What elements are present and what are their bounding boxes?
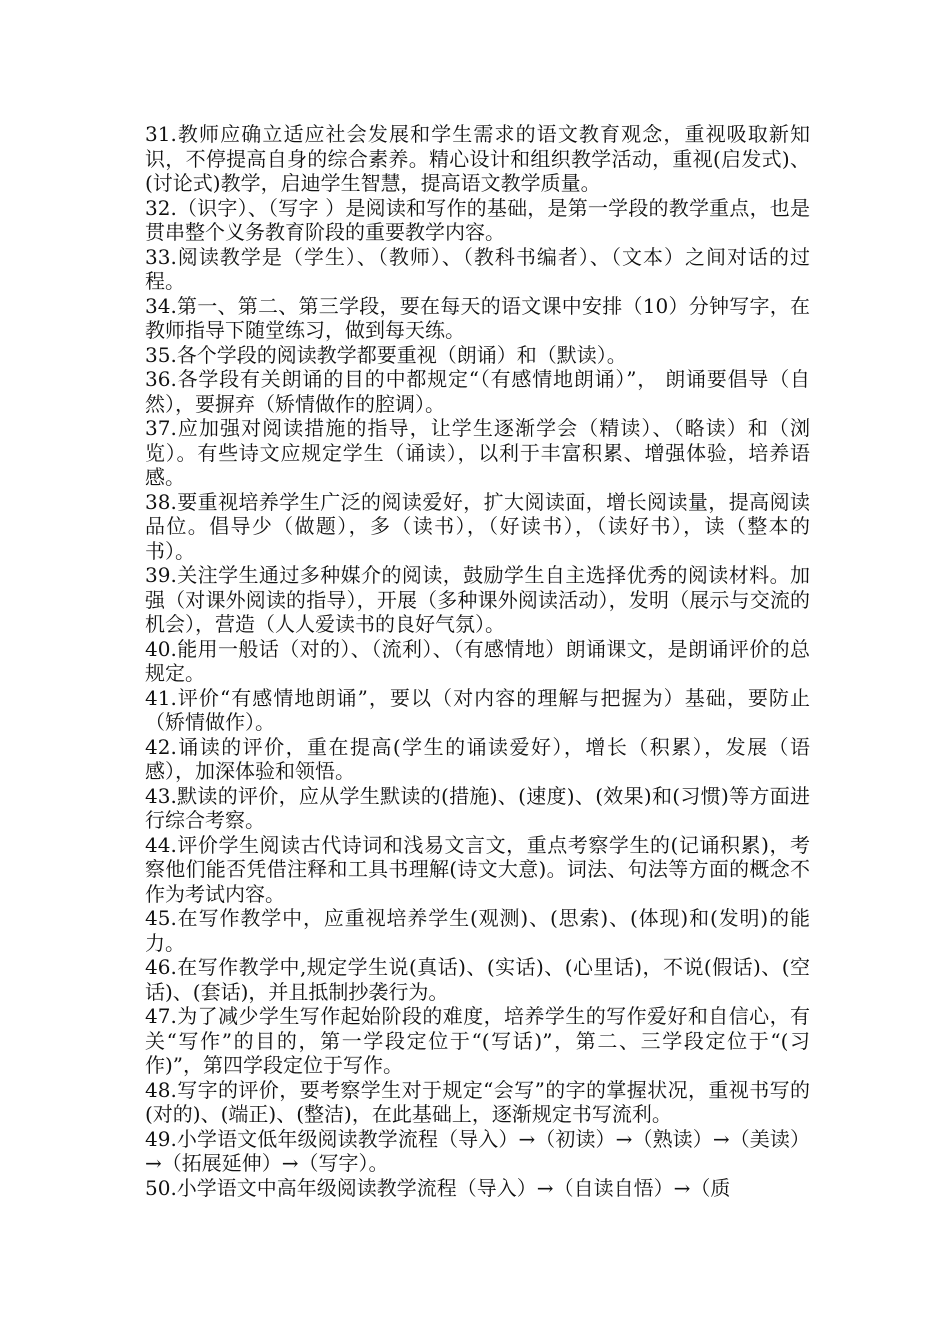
item-41: 41.评价“有感情地朗诵”，要以（对内容的理解与把握为）基础，要防止（矫情做作）。 [145,685,810,734]
item-31: 31.教师应确立适应社会发展和学生需求的语文教育观念，重视吸取新知识，不停提高自身的综合素养。精心设计和组织教学活动，重视(启发式)、(讨论式)教学，启迪学生智慧，提高语文教学质量。 [145,122,810,195]
item-43: 43.默读的评价，应从学生默读的(措施)、(速度)、(效果)和(习惯)等方面进行综合考察。 [145,783,810,832]
item-35: 35.各个学段的阅读教学都要重视（朗诵）和（默读）。 [145,342,627,367]
item-42: 42.诵读的评价，重在提高(学生的诵读爱好），增长（积累），发展（语感），加深体验和领悟。 [145,734,810,783]
item-46: 46.在写作教学中,规定学生说(真话)、(实话)、(心里话)，不说(假话)、(空话)、(套话)，并且抵制抄袭行为。 [145,955,810,1004]
item-48: 48.写字的评价，要考察学生对于规定“会写”的字的掌握状况，重视书写的(对的)、(端正)、(整洁)，在此基础上，逐渐规定书写流利。 [145,1077,810,1126]
item-37: 37.应加强对阅读措施的指导，让学生逐渐学会（精读）、（略读）和（浏览）。有些诗文应规定学生（诵读），以利于丰富积累、增强体验，培养语感。 [145,416,810,489]
item-38: 38.要重视培养学生广泛的阅读爱好，扩大阅读面，增长阅读量，提高阅读品位。倡导少（做题），多（读书），（好读书），（读好书），读（整本的书）。 [145,489,810,563]
item-34: 34.第一、第二、第三学段，要在每天的语文课中安排（10）分钟写字，在教师指导下随堂练习，做到每天练。 [145,293,810,342]
item-44: 44.评价学生阅读古代诗词和浅易文言文，重点考察学生的(记诵积累)，考察他们能否凭借注释和工具书理解(诗文大意)。词法、句法等方面的概念不作为考试内容。 [145,832,810,906]
item-50: 50.小学语文中高年级阅读教学流程（导入）→（自读自悟）→（质 [145,1175,731,1200]
item-32: 32.（识字）、（写字 ）是阅读和写作的基础，是第一学段的教学重点，也是贯串整个义务教育阶段的重要教学内容。 [145,195,810,244]
item-49: 49.小学语文低年级阅读教学流程（导入）→（初读）→（熟读）→（美读）→（拓展延伸）→（写字）。 [145,1126,810,1175]
item-39: 39.关注学生通过多种媒介的阅读，鼓励学生自主选择优秀的阅读材料。加强（对课外阅读的指导），开展（多种课外阅读活动），发明（展示与交流的机会），营造（人人爱读书的良好气氛）。 [145,563,810,636]
item-40: 40.能用一般话（对的）、（流利）、（有感情地）朗诵课文，是朗诵评价的总规定。 [145,636,810,685]
document-body [145,122,810,1200]
item-36: 36.各学段有关朗诵的目的中都规定“（有感情地朗诵）”， 朗诵要倡导（自然），要摒弃（矫情做作的腔调）。 [145,367,810,416]
item-45: 45.在写作教学中，应重视培养学生(观测)、(思索)、(体现)和(发明)的能力。 [145,906,810,955]
item-47: 47.为了减少学生写作起始阶段的难度，培养学生的写作爱好和自信心，有关“写作”的目的，第一学段定位于“(写话)”，第二、三学段定位于“(习作)”，第四学段定位于写作。 [145,1004,810,1077]
item-33: 33.阅读教学是（学生）、（教师）、（教科书编者）、（文本）之间对话的过程。 [145,244,810,293]
